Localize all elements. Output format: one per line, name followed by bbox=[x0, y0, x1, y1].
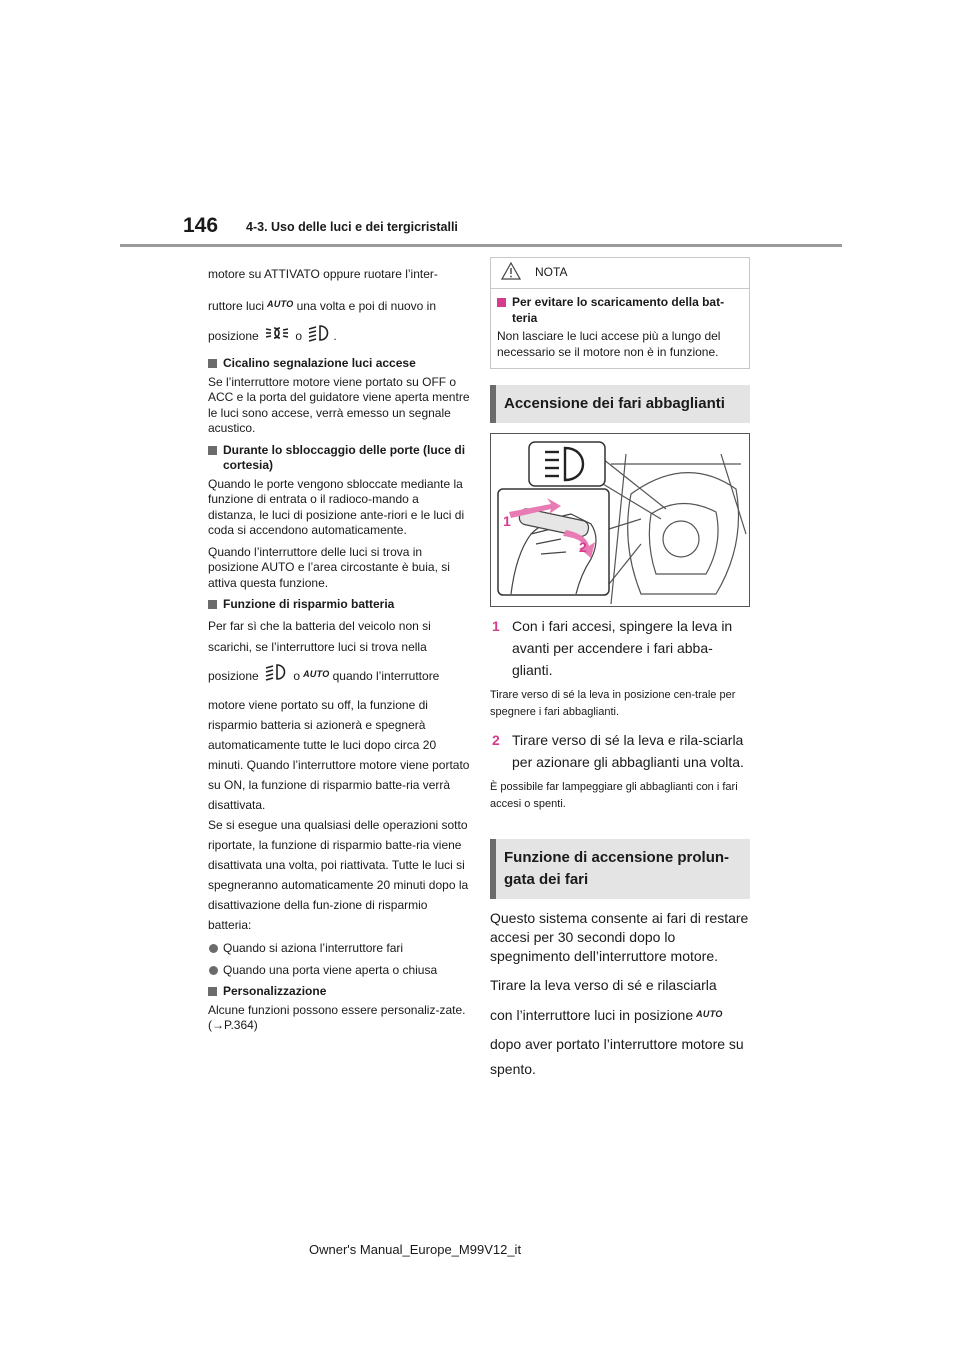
square-bullet-icon bbox=[208, 359, 217, 368]
note-heading bbox=[497, 295, 743, 326]
note-box bbox=[490, 257, 750, 369]
text: posizione bbox=[208, 668, 259, 683]
heading-text: Personalizzazione bbox=[223, 984, 327, 999]
page-number: 146 bbox=[183, 214, 219, 237]
paragraph: Alcune funzioni possono essere personaliz-zate. (→P.364) bbox=[208, 1002, 466, 1033]
heading-text: Durante lo sbloccaggio delle porte (luce di cortesia) bbox=[223, 442, 466, 472]
heading-text: Per evitare lo scaricamento della bat-teria bbox=[512, 295, 725, 325]
paragraph: dopo aver portato l’interruttore motore su spento. bbox=[490, 1036, 744, 1077]
footer: Owner's Manual_Europe_M99V12_it bbox=[309, 1242, 522, 1257]
section-title: 4-3. Uso delle luci e dei tergicristalli bbox=[246, 220, 458, 234]
text: con l’interruttore luci in posizione bbox=[490, 1007, 694, 1023]
intro-line-3 bbox=[208, 324, 470, 350]
intro-line-2 bbox=[208, 292, 470, 318]
auto-icon: AUTO bbox=[303, 668, 330, 679]
section-band-accensione-prolungata: Funzione di accensione prolun-gata dei fari bbox=[490, 839, 750, 899]
step-number: 1 bbox=[492, 618, 500, 634]
list-text: Quando una porta viene aperta o chiusa bbox=[223, 962, 438, 977]
lever-illustration-svg bbox=[491, 434, 749, 606]
paragraph: Se si esegue una qualsiasi delle operazioni sotto riportate, la funzione di risparmio batte-ria viene disattivata una volta, poi riattivata. Tutte le luci si spegneranno automaticamente 20 minuti dopo la disattivazione della fun-zione di risparmio batteria: bbox=[208, 818, 469, 933]
intro-text: posizione bbox=[208, 329, 259, 344]
step-2 bbox=[490, 729, 750, 773]
square-bullet-icon bbox=[208, 600, 217, 609]
paragraph: Quando le porte vengono sbloccate mediante la funzione di entrata o il radioco-mando a distanza, le luci di posizione ante-riori e le luci di coda si accendono automaticamente. bbox=[208, 476, 465, 537]
note-label: NOTA bbox=[535, 265, 568, 280]
intro-text: . bbox=[333, 329, 337, 344]
low-beam-icon bbox=[308, 324, 330, 350]
header-rule bbox=[120, 244, 842, 247]
intro-text: una volta e poi di nuovo in bbox=[296, 299, 437, 313]
note-text: Non lasciare le luci accese più a lungo del necessario se il motore non è in funzione. bbox=[497, 329, 721, 359]
step-text: Tirare verso di sé la leva e rila-sciarla per azionare gli abbaglianti una volta. bbox=[512, 732, 744, 770]
position-lights-icon bbox=[265, 325, 289, 349]
high-beam-lever-illustration bbox=[490, 433, 750, 607]
step-number: 2 bbox=[492, 732, 500, 748]
paragraph-icons bbox=[208, 662, 470, 690]
heading-personalizzazione bbox=[208, 984, 470, 1000]
square-bullet-icon bbox=[208, 446, 217, 455]
step-note: Tirare verso di sé la leva in posizione cen-trale per spegnere i fari abbaglianti. bbox=[490, 689, 736, 718]
heading-cicalino bbox=[208, 356, 470, 372]
paragraph: Quando l’interruttore delle luci si trova in posizione AUTO e l’area circostante è buia, si attiva questa funzione. bbox=[208, 544, 450, 590]
heading-text: Funzione di risparmio batteria bbox=[223, 597, 395, 611]
list-item bbox=[208, 963, 470, 979]
round-bullet-icon bbox=[209, 944, 218, 953]
round-bullet-icon bbox=[209, 966, 218, 975]
paragraph-icons bbox=[490, 1002, 750, 1028]
heading-text: Cicalino segnalazione luci accese bbox=[223, 356, 416, 370]
warning-triangle-icon bbox=[501, 262, 521, 285]
heading-risparmio bbox=[208, 597, 470, 613]
step-note: È possibile far lampeggiare gli abbaglianti con i fari accesi o spenti. bbox=[490, 781, 738, 810]
low-beam-icon bbox=[265, 663, 287, 689]
step-1 bbox=[490, 615, 750, 681]
left-column bbox=[208, 262, 470, 1040]
text: quando l’interruttore bbox=[332, 668, 440, 683]
auto-icon: AUTO bbox=[696, 1009, 723, 1019]
pink-square-bullet-icon bbox=[497, 298, 506, 307]
text: o bbox=[293, 668, 301, 683]
right-column bbox=[490, 257, 750, 1089]
auto-icon: AUTO bbox=[267, 299, 294, 309]
intro-text: ruttore luci bbox=[208, 299, 265, 313]
intro-text: o bbox=[295, 329, 303, 344]
paragraph: Tirare la leva verso di sé e rilasciarla bbox=[490, 977, 717, 993]
heading-sbloccaggio bbox=[208, 443, 470, 474]
note-body bbox=[491, 289, 749, 368]
paragraph: Se l’interruttore motore viene portato su OFF o ACC e la porta del guidatore viene aperta mentre le luci sono accese, verrà emesso un segnale acustico. bbox=[208, 374, 470, 435]
paragraph: motore viene portato su off, la funzione di risparmio batteria si azionerà e spegnerà automaticamente tutte le luci dopo circa 20 minuti. Quando l’interruttore motore viene portato su ON, la funzione di risparmio batte-ria verrà disattivata. bbox=[208, 698, 470, 813]
section-band-abbaglianti: Accensione dei fari abbaglianti bbox=[490, 385, 750, 423]
intro-line-1: motore su ATTIVATO oppure ruotare l’inter- bbox=[208, 267, 438, 281]
note-header bbox=[491, 258, 749, 289]
fig-label-1: 1 bbox=[503, 513, 511, 529]
list-item bbox=[208, 941, 470, 957]
square-bullet-icon bbox=[208, 987, 217, 996]
paragraph: Questo sistema consente ai fari di restare accesi per 30 secondi dopo lo spegnimento dell’interruttore motore. bbox=[490, 910, 749, 964]
paragraph: Per far sì che la batteria del veicolo non si scarichi, se l’interruttore luci si trova nella bbox=[208, 618, 431, 654]
fig-label-2: 2 bbox=[579, 539, 587, 555]
list-text: Quando si aziona l’interruttore fari bbox=[223, 941, 404, 956]
step-text: Con i fari accesi, spingere la leva in avanti per accendere i fari abba-glianti. bbox=[512, 618, 733, 678]
